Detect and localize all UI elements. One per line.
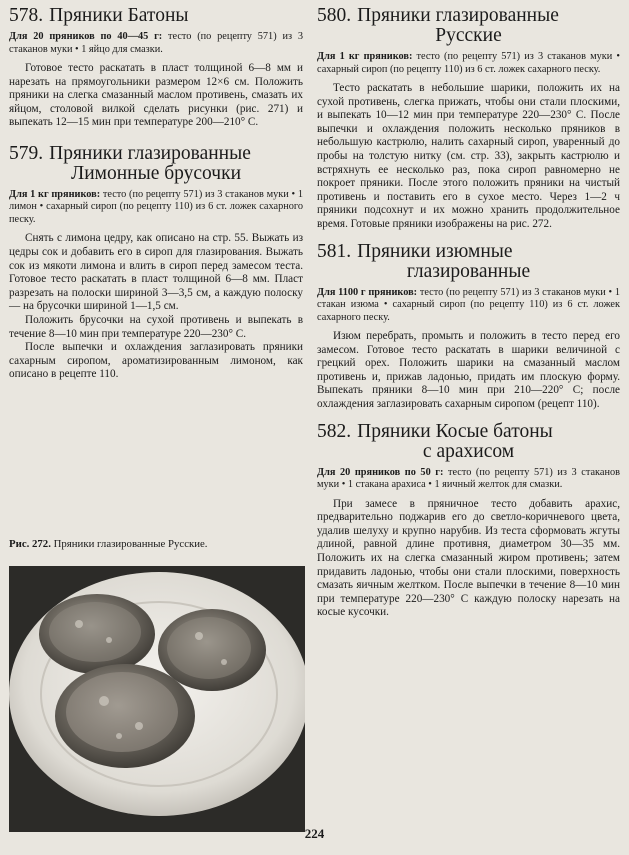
- recipe-title-line2: с арахисом: [422, 440, 515, 462]
- recipe-title: [9, 6, 303, 26]
- recipe-title: [9, 144, 303, 184]
- recipe-paragraph: Изюм перебрать, промыть и положить в тесто перед его замесом. Готовое тесто раскатать в шарики величиной с грецкий орех. Положить шарики на смазанный маслом противень и, прижав ладонью, придать им плоскую форму. Выпекать пряники 8—10 мин при 210—220° С; после охлаждения заглазировать сахарным сиропом (рецепт 110).: [317, 330, 620, 410]
- recipe-ingredients: [317, 467, 620, 492]
- recipe-title-line1: Пряники глазированные: [357, 5, 559, 26]
- recipe-paragraph: Снять с лимона цедру, как описано на стр. 55. Выжать из цедры сок и добавить его в сироп для глазирования. Выжать сок из мякоти лимона и влить в сироп перед замесом теста. Готовое тесто раскатать в пласт толщиной 6—8 мм. Пласт разрезать на полоски шириной 3—3,5 см, а каждую полоску — на брусочки шириной 1—1,5 см.: [9, 232, 303, 313]
- recipe-578: [9, 6, 303, 130]
- recipe-ingredients: [9, 31, 303, 56]
- ingredients-yield: Для 1 кг пряников:: [9, 188, 101, 200]
- recipe-paragraph: Тесто раскатать в небольшие шарики, положить их на сухой противень, слегка прижать, чтобы они стали плоскими, и выпекать 10—12 мин при температуре 220—230° С. После выпечки и охлаждения положить несколько пряников в небольшую кастрюлю, налить сахарный сироп, уваренный до пробы на толстую нитку (см. стр. 33), закрыть кастрюлю и встряхнуть ее несколько раз, пока сироп равномерно не покроет пряники. После этого положить пряники на чистый противень и поставить его в сухое место. Через 1—2 ч пряники подсохнут и их можно хранить продолжительное время. Готовые пряники изображены на рис. 272.: [317, 82, 620, 230]
- recipe-number: 582.: [317, 420, 352, 442]
- recipe-title-line2: Русские: [435, 25, 502, 46]
- recipe-580: [317, 6, 620, 232]
- recipe-paragraph: При замесе в пряничное тесто добавить арахис, предварительно поджарив его до светло-коричневого цвета, удалив шелуху и крупно нарубив. Из теста сформовать жгуты длиной, равной длине противня, диаметром 30—35 мм. Положить их на слегка смазанный жиром противень; затем придавить ладонью, чтобы они стали плоскими, поверхность смазать яичным желтком. После выпечки в течение 8—10 мин при температуре 220—230° С каждую полоску нарезать на косые кусочки.: [317, 497, 620, 619]
- recipe-title: [317, 242, 620, 282]
- recipe-title-line1: Пряники глазированные: [49, 142, 251, 164]
- ingredients-list: тесто (по рецепту 571) из 3 стаканов муки • 1 стакан изюма • сахарный сироп (по рецепту 110) из 6 ст. ложек сахарного песку.: [317, 286, 620, 323]
- recipe-number: 580.: [317, 5, 352, 26]
- recipe-title-line2: глазированные: [406, 260, 531, 282]
- ingredients-yield: Для 1100 г пряников:: [317, 286, 418, 298]
- recipe-number: 581.: [317, 240, 352, 262]
- figure-label: Рис. 272.: [9, 538, 51, 550]
- right-column: [317, 6, 620, 630]
- gingerbread-plate-illustration: [9, 566, 305, 832]
- recipe-title-line1: Пряники изюмные: [357, 240, 513, 262]
- ingredients-yield: Для 20 пряников по 40—45 г:: [9, 31, 163, 42]
- figure-caption-text: Пряники глазированные Русские.: [50, 538, 208, 550]
- recipe-title-line2: Лимонные брусочки: [70, 162, 242, 184]
- recipe-number: 579.: [9, 142, 44, 164]
- recipe-579: [9, 144, 303, 382]
- recipe-title: [317, 6, 620, 46]
- recipe-title-line1: Пряники Косые батоны: [357, 420, 553, 442]
- recipe-ingredients: [317, 51, 620, 76]
- ingredients-list: тесто (по рецепту 571) из 3 стаканов муки • 1 яйцо для смазки.: [9, 31, 303, 55]
- recipe-paragraph: Положить брусочки на сухой противень и выпекать в течение 8—10 мин при температуре 220—230° С.: [9, 314, 303, 340]
- ingredients-list: тесто (по рецепту 571) из 3 стаканов муки • 1 стакана арахиса • 1 яичный желток для смазки.: [317, 466, 620, 491]
- gingerbread-photo: [9, 566, 305, 832]
- recipe-582: [317, 422, 620, 620]
- recipe-paragraph: После выпечки и охлаждения заглазировать пряники сахарным сиропом, ароматизированным лимоном, как описано в рецепте 110.: [9, 341, 303, 381]
- recipe-number: 578.: [9, 5, 44, 26]
- recipe-581: [317, 242, 620, 412]
- ingredients-list: тесто (по рецепту 571) из 3 стаканов муки • сахарный сироп (по рецепту 110) из 6 ст. ложек сахарного песку.: [317, 51, 621, 75]
- recipe-title: [317, 422, 620, 462]
- recipe-title-text: Пряники Батоны: [49, 5, 189, 26]
- ingredients-yield: Для 1 кг пряников:: [317, 51, 413, 62]
- page-number: 224: [304, 826, 325, 841]
- recipe-ingredients: [317, 287, 620, 325]
- left-column: [9, 6, 303, 392]
- ingredients-list: тесто (по рецепту 571) из 3 стаканов муки • 1 лимон • сахарный сироп (по рецепту 110) из 6 ст. ложек сахарного песку.: [9, 188, 303, 225]
- figure-caption: [9, 538, 303, 551]
- ingredients-yield: Для 20 пряников по 50 г:: [317, 466, 444, 478]
- recipe-ingredients: [9, 189, 303, 227]
- recipe-paragraph: Готовое тесто раскатать в пласт толщиной 6—8 мм и нарезать на прямоугольники размером 12×6 см. Положить пряники на слегка смазанный маслом противень, смазать их яйцом, столовой вилкой сделать рисунки (рис. 271) и выпекать 12—15 мин при температуре 200—210° С.: [9, 62, 303, 129]
